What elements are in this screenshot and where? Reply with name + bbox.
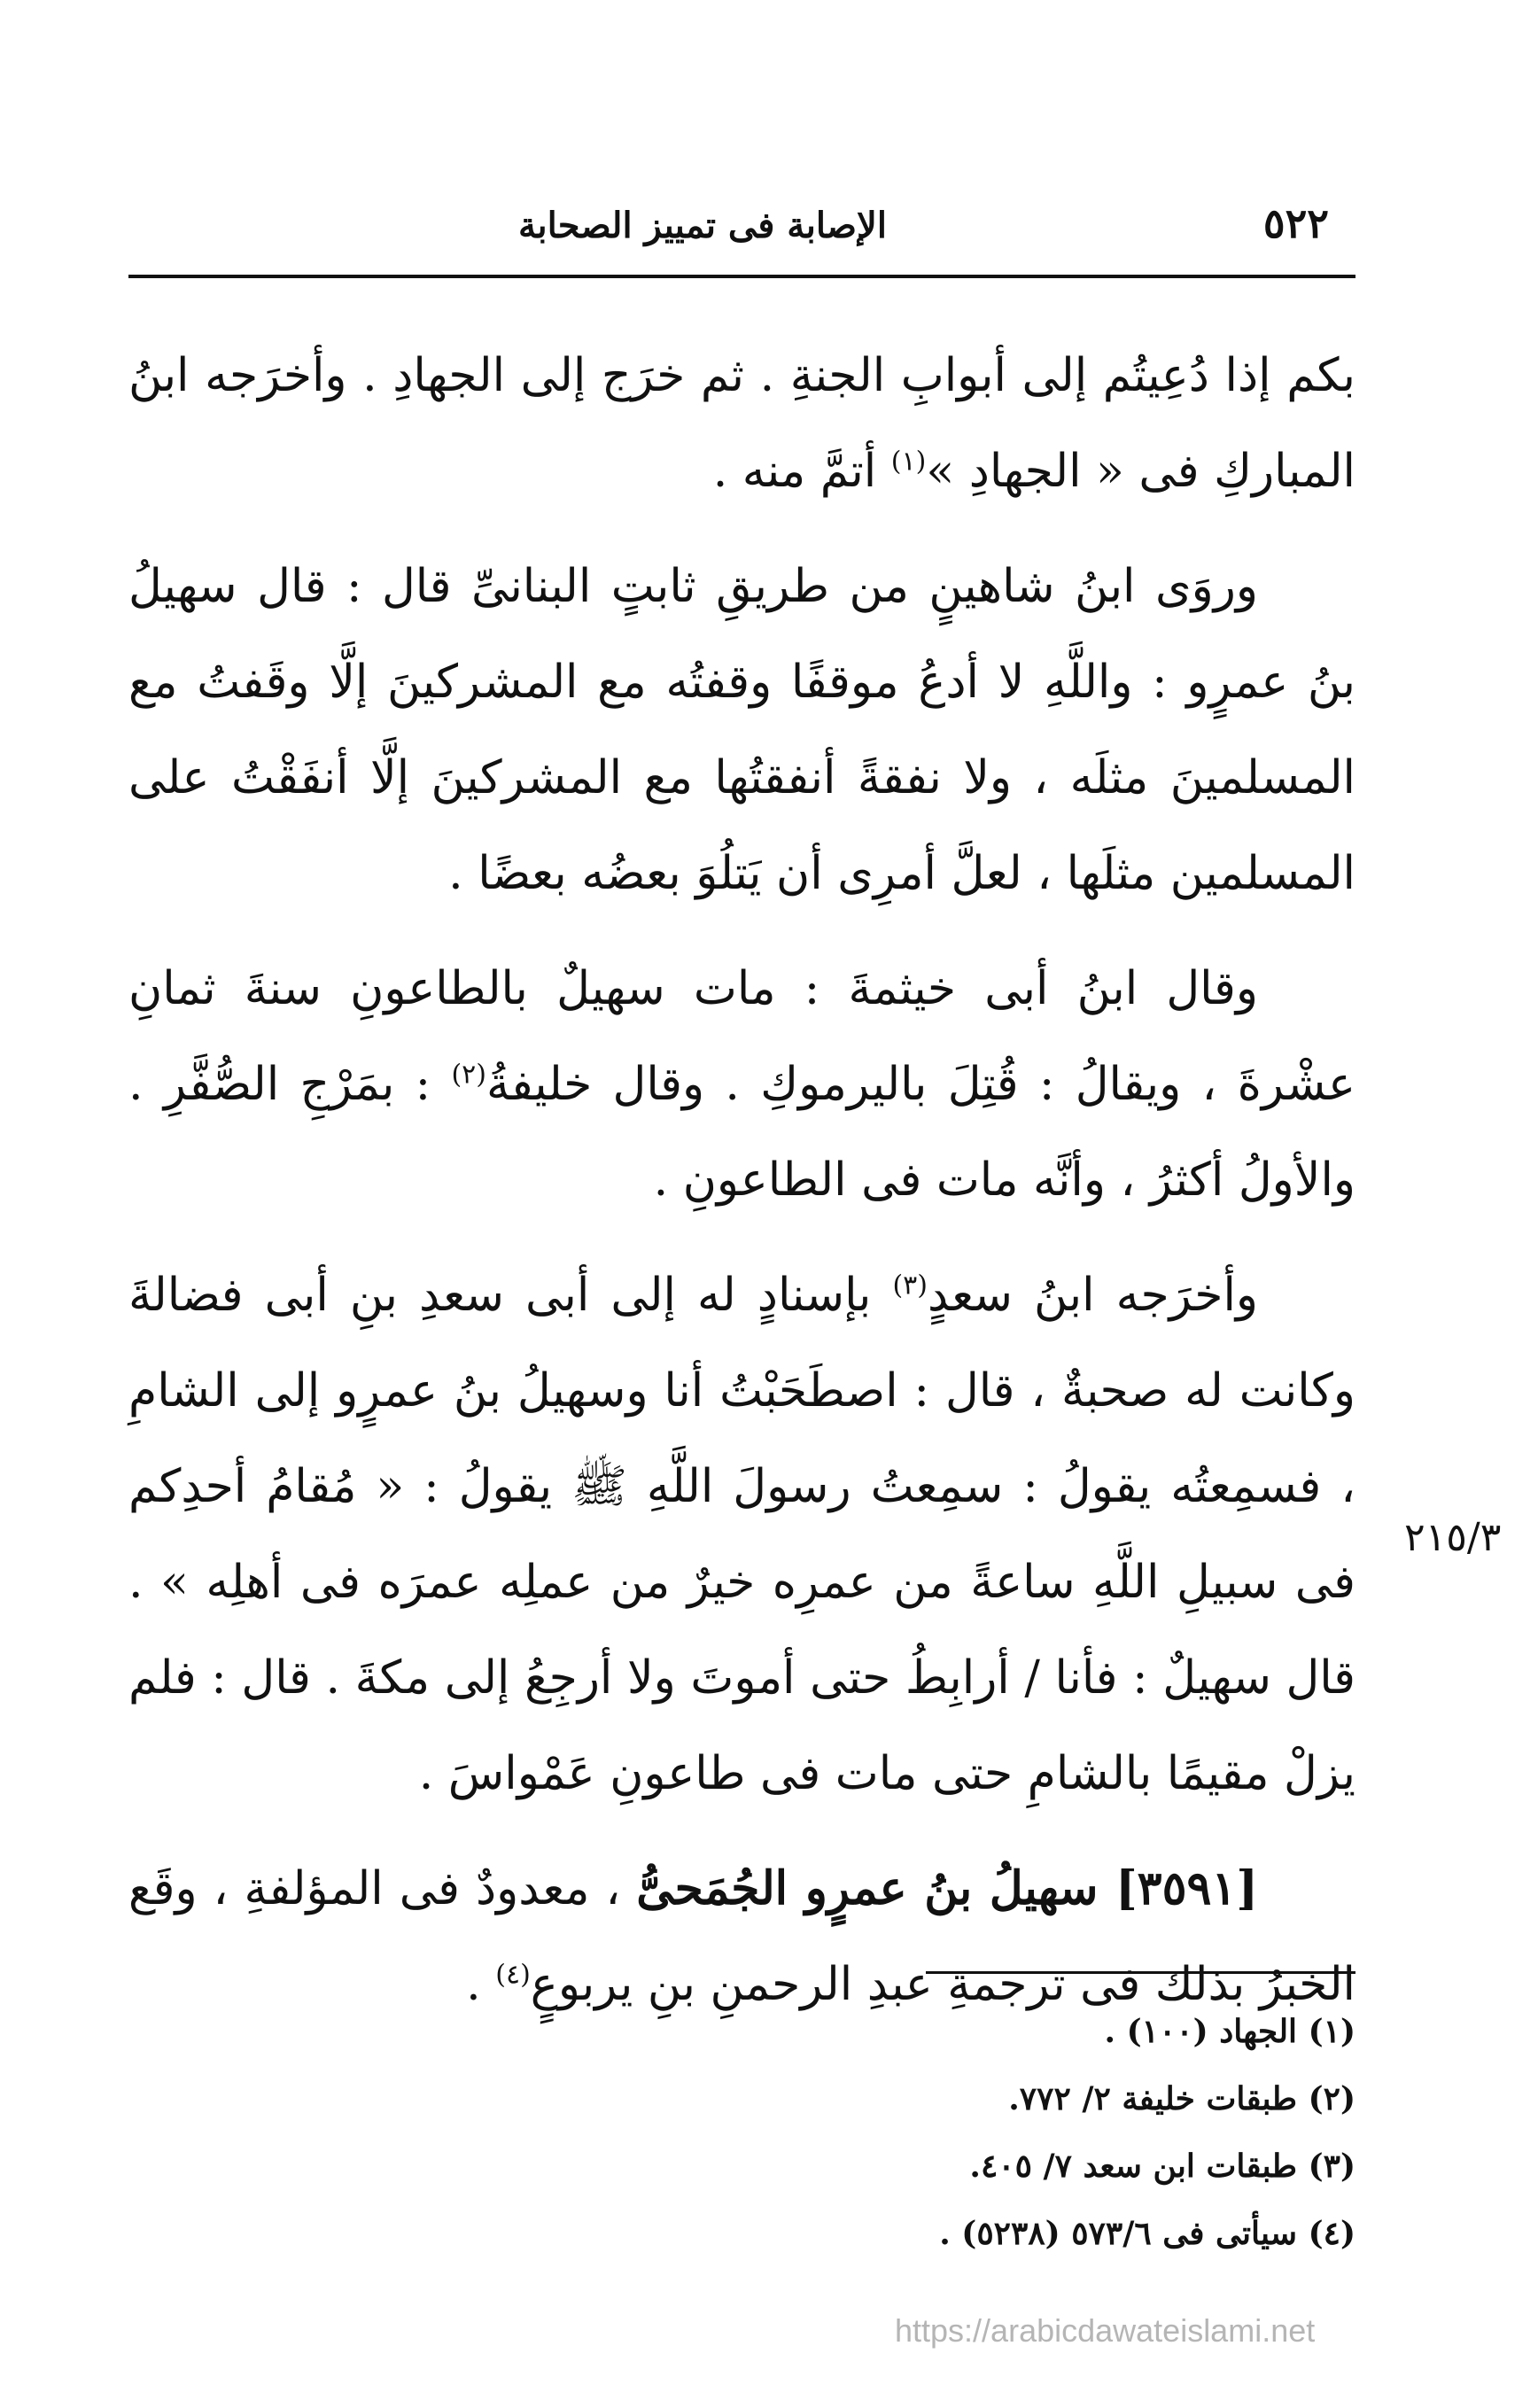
footnote-3: (٣) طبقات ابن سعد ٧/ ٤٠٥. bbox=[969, 2148, 1355, 2185]
footnotes bbox=[797, 1998, 1355, 2267]
paragraph-3 bbox=[128, 941, 1355, 1228]
entry-text: ، معدودٌ فى المؤلفةِ ، وقَع الخبرُ بذلك فى ترجمةِ عبدِ الرحمنِ بنِ يربوعٍ bbox=[128, 1862, 1355, 2011]
footnote-ref-2: (٢) bbox=[451, 1059, 486, 1091]
paragraph-3-tail: : بمَرْجِ الصُّفَّرِ . والأولُ أكثرُ ، وأنَّه مات فى الطاعونِ . bbox=[128, 1058, 1355, 1207]
footnote-ref-4: (٤) bbox=[495, 1959, 531, 1991]
paragraph-1 bbox=[128, 328, 1355, 519]
paragraph-4-tail: بإسنادٍ له إلى أبى سعدِ بنِ أبى فضالةَ وكانت له صحبةٌ ، قال : اصطَحَبْتُ أنا وسهيلُ بنُ عمرٍو إلى الشامِ ، فسمِعتُه يقولُ : سمِعتُ رسولَ اللَّهِ ﷺ يقولُ : « مُقامُ أحدِكم فى سبيلِ اللَّهِ ساعةً من عمرِه خيرٌ من عملِه عمرَه فى أهلِه » . قال سهيلٌ : فأنا / أرابِطُ حتى أموتَ ولا أرجِعُ إلى مكةَ . قال : فلم يزلْ مقيمًا بالشامِ حتى مات فى طاعونِ عَمْواسَ . bbox=[128, 1269, 1355, 1800]
footnote-ref-3: (٣) bbox=[892, 1270, 928, 1301]
margin-volume-page-ref: ٢١٥/٣ bbox=[1404, 1515, 1502, 1560]
entry-tail: . bbox=[466, 1958, 496, 2011]
page-number: ٥٢٢ bbox=[1262, 199, 1329, 247]
paragraph-2-text: وروَى ابنُ شاهينٍ من طريقِ ثابتٍ البنانىِّ قال : قال سهيلُ بنُ عمرٍو : واللَّهِ لا أدعُ موقفًا وقفتُه مع المشركينَ إلَّا وقَفتُ مع المسلمينَ مثلَه ، ولا نفقةً أنفقتُها مع المشركينَ إلَّا أنفَقْتُ على المسلمين مثلَها ، لعلَّ أمرِى أن يَتلُوَ بعضُه بعضًا . bbox=[128, 560, 1355, 900]
paragraph-3-text: وقال ابنُ أبى خيثمةَ : مات سهيلٌ بالطاعونِ سنةَ ثمانِ عشْرةَ ، ويقالُ : قُتِلَ باليرموكِ . وقال خليفةُ bbox=[128, 962, 1355, 1111]
entry-heading: [٣٥٩١] سهيلُ بنُ عمرٍو الجُمَحىُّ bbox=[636, 1861, 1258, 1915]
running-title: الإصابة فى تمييز الصحابة bbox=[518, 205, 887, 246]
footnote-ref-1: (١) bbox=[890, 446, 927, 478]
paragraph-1-tail: أتمَّ منه . bbox=[712, 445, 891, 498]
paragraph-4 bbox=[128, 1247, 1355, 1822]
footnote-2: (٢) طبقات خليفة ٢/ ٧٧٢. bbox=[1008, 2080, 1355, 2117]
header-rule bbox=[128, 275, 1355, 278]
main-text bbox=[128, 328, 1355, 2052]
paragraph-2 bbox=[128, 539, 1355, 921]
footnote-rule bbox=[926, 1971, 1355, 1974]
watermark-url: https://arabicdawateislami.net bbox=[895, 2312, 1316, 2349]
page-header bbox=[128, 199, 1355, 261]
footnote-1: (١) الجهاد (١٠٠) . bbox=[1104, 2013, 1355, 2050]
footnote-4: (٤) سيأتى فى ٥٧٣/٦ (٥٢٣٨) . bbox=[939, 2215, 1355, 2252]
paragraph-4-text: وأخرَجه ابنُ سعدٍ bbox=[928, 1269, 1259, 1322]
paragraph-1-text: بكم إذا دُعِيتُم إلى أبوابِ الجنةِ . ثم خرَج إلى الجهادِ . وأخرَجه ابنُ المباركِ فى « الجهادِ » bbox=[128, 349, 1355, 498]
